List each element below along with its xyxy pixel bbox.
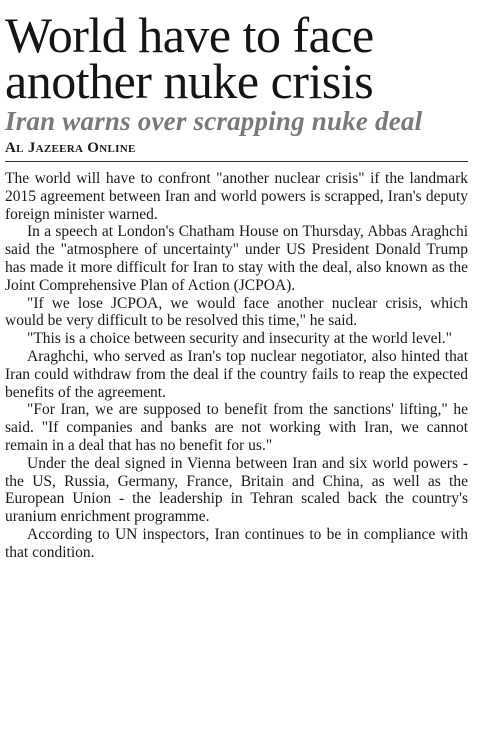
paragraph: "This is a choice between security and insecurity at the world level." bbox=[27, 330, 452, 348]
subheadline: Iran warns over scrapping nuke deal bbox=[5, 106, 423, 136]
paragraph: Under the deal signed in Vienna between Iran and six world powers - the US, Russia, Germany, France, Britain and China, as well as the European Union - the leadership in Tehran scaled back the country's uranium enrichment programme. bbox=[5, 454, 468, 526]
paragraph: "If we lose JCPOA, we would face another nuclear crisis, which would be very difficult to be resolved this time," he said. bbox=[5, 294, 468, 330]
paragraph: Araghchi, who served as Iran's top nuclear negotiator, also hinted that Iran could withdraw from the deal if the country fails to reap the expected benefits of the agreement. bbox=[5, 347, 468, 401]
paragraph: In a speech at London's Chatham House on Thursday, Abbas Araghchi said the "atmosphere of uncertainty" under US President Donald Trump has made it more difficult for Iran to stay with the deal, also known as the Joint Comprehensive Plan of Action (JCPOA). bbox=[5, 223, 468, 294]
article-body bbox=[5, 170, 468, 562]
paragraph: "For Iran, we are supposed to benefit from the sanctions' lifting," he said. "If companies and banks are not working with Iran, we cannot remain in a deal that has no benefit for us." bbox=[5, 401, 468, 454]
byline: Al Jazeera Online bbox=[5, 140, 468, 162]
headline: World have to face another nuke crisis bbox=[5, 7, 374, 109]
paragraph: According to UN inspectors, Iran continues to be in compliance with that condition. bbox=[5, 525, 468, 561]
paragraph: The world will have to confront "another nuclear crisis" if the landmark 2015 agreement between Iran and world powers is scrapped, Iran's deputy foreign minister warned. bbox=[5, 170, 468, 223]
